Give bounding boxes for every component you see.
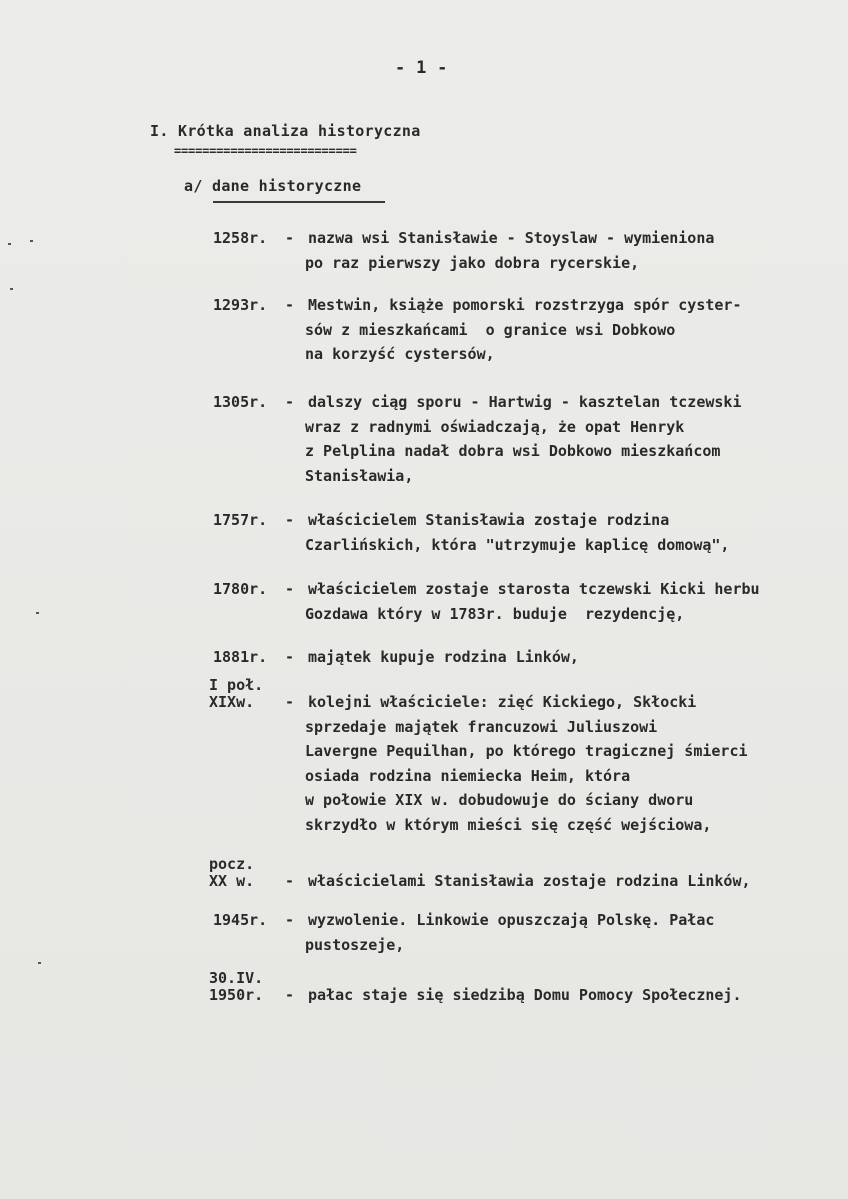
entry-date: 1757r. [213, 511, 268, 529]
entry-text-line: skrzydło w którym mieści się część wejściowa, [305, 815, 712, 834]
entry-dash: - [285, 693, 295, 711]
margin-speck [38, 962, 41, 964]
entry-dash: - [285, 580, 295, 598]
entry-dash: - [285, 872, 295, 890]
entry-date: I poł. [209, 676, 264, 694]
entry-text-line: sów z mieszkańcami o granice wsi Dobkowo [305, 320, 676, 339]
entry-dash: - [285, 911, 295, 929]
entry-date: 1293r. [213, 296, 268, 314]
entry-date: 1950r. [209, 986, 264, 1004]
entry-date: 1780r. [213, 580, 268, 598]
entry-text-line: w połowie XIX w. dobudowuje do ściany dworu [305, 791, 694, 809]
entry-text-line: majątek kupuje rodzina Linków, [308, 648, 579, 666]
margin-speck [10, 288, 13, 290]
entry-dash: - [285, 229, 295, 247]
entry-dash: - [285, 511, 295, 529]
entry-date: 1305r. [213, 393, 268, 411]
entry-text-line: po raz pierwszy jako dobra rycerskie, [305, 253, 640, 272]
entry-text-line: nazwa wsi Stanisławie - Stoyslaw - wymieniona [308, 229, 715, 247]
entry-date: 1945r. [213, 911, 268, 929]
entry-text-line: kolejni właściciele: zięć Kickiego, Skłocki [308, 693, 697, 711]
entry-date: XIXw. [209, 693, 255, 711]
entry-text-line: właścicielami Stanisławia zostaje rodzina Linków, [308, 872, 751, 890]
entry-dash: - [285, 648, 295, 666]
subsection-heading: a/ dane historyczne [184, 177, 362, 195]
subsection-underline [213, 201, 385, 203]
section-heading: I. Krótka analiza historyczna [150, 122, 421, 140]
entry-date: pocz. [209, 855, 255, 873]
margin-speck [30, 240, 33, 242]
entry-date: XX w. [209, 872, 255, 890]
entry-text-line: właścicielem Stanisławia zostaje rodzina [308, 511, 670, 529]
entry-text-line: wyzwolenie. Linkowie opuszczają Polskę. Pałac [308, 911, 715, 929]
heading-double-rule: ========================== [174, 144, 357, 158]
entry-date: 30.IV. [209, 969, 264, 987]
entry-text-line: z Pelplina nadał dobra wsi Dobkowo mieszkańcom [305, 442, 721, 460]
entry-dash: - [285, 986, 295, 1004]
margin-speck [36, 612, 39, 614]
entry-text-line: Czarlińskich, która "utrzymuje kaplicę domową", [305, 535, 730, 554]
entry-text-line: właścicielem zostaje starosta tczewski Kicki herbu [308, 580, 760, 598]
page-number: - 1 - [395, 58, 448, 78]
entry-text-line: pałac staje się siedzibą Domu Pomocy Społecznej. [308, 986, 742, 1004]
entry-text-line: Mestwin, książe pomorski rozstrzyga spór cyster- [308, 296, 742, 314]
entry-text-line: na korzyść cystersów, [305, 345, 495, 363]
entry-dash: - [285, 393, 295, 411]
entry-text-line: dalszy ciąg sporu - Hartwig - kasztelan tczewski [308, 393, 742, 411]
entry-text-line: pustoszeje, [305, 935, 405, 954]
entry-text-line: Lavergne Pequilhan, po którego tragicznej śmierci [305, 742, 748, 760]
entry-text-line: Stanisławia, [305, 466, 414, 485]
margin-speck [8, 243, 11, 245]
entry-text-line: osiada rodzina niemiecka Heim, która [305, 766, 631, 785]
entry-text-line: wraz z radnymi oświadczają, że opat Henryk [305, 417, 685, 436]
entry-text-line: Gozdawa który w 1783r. buduje rezydencję, [305, 604, 685, 623]
entry-date: 1881r. [213, 648, 268, 666]
entry-dash: - [285, 296, 295, 314]
entry-text-line: sprzedaje majątek francuzowi Juliuszowi [305, 717, 658, 736]
entry-date: 1258r. [213, 229, 268, 247]
